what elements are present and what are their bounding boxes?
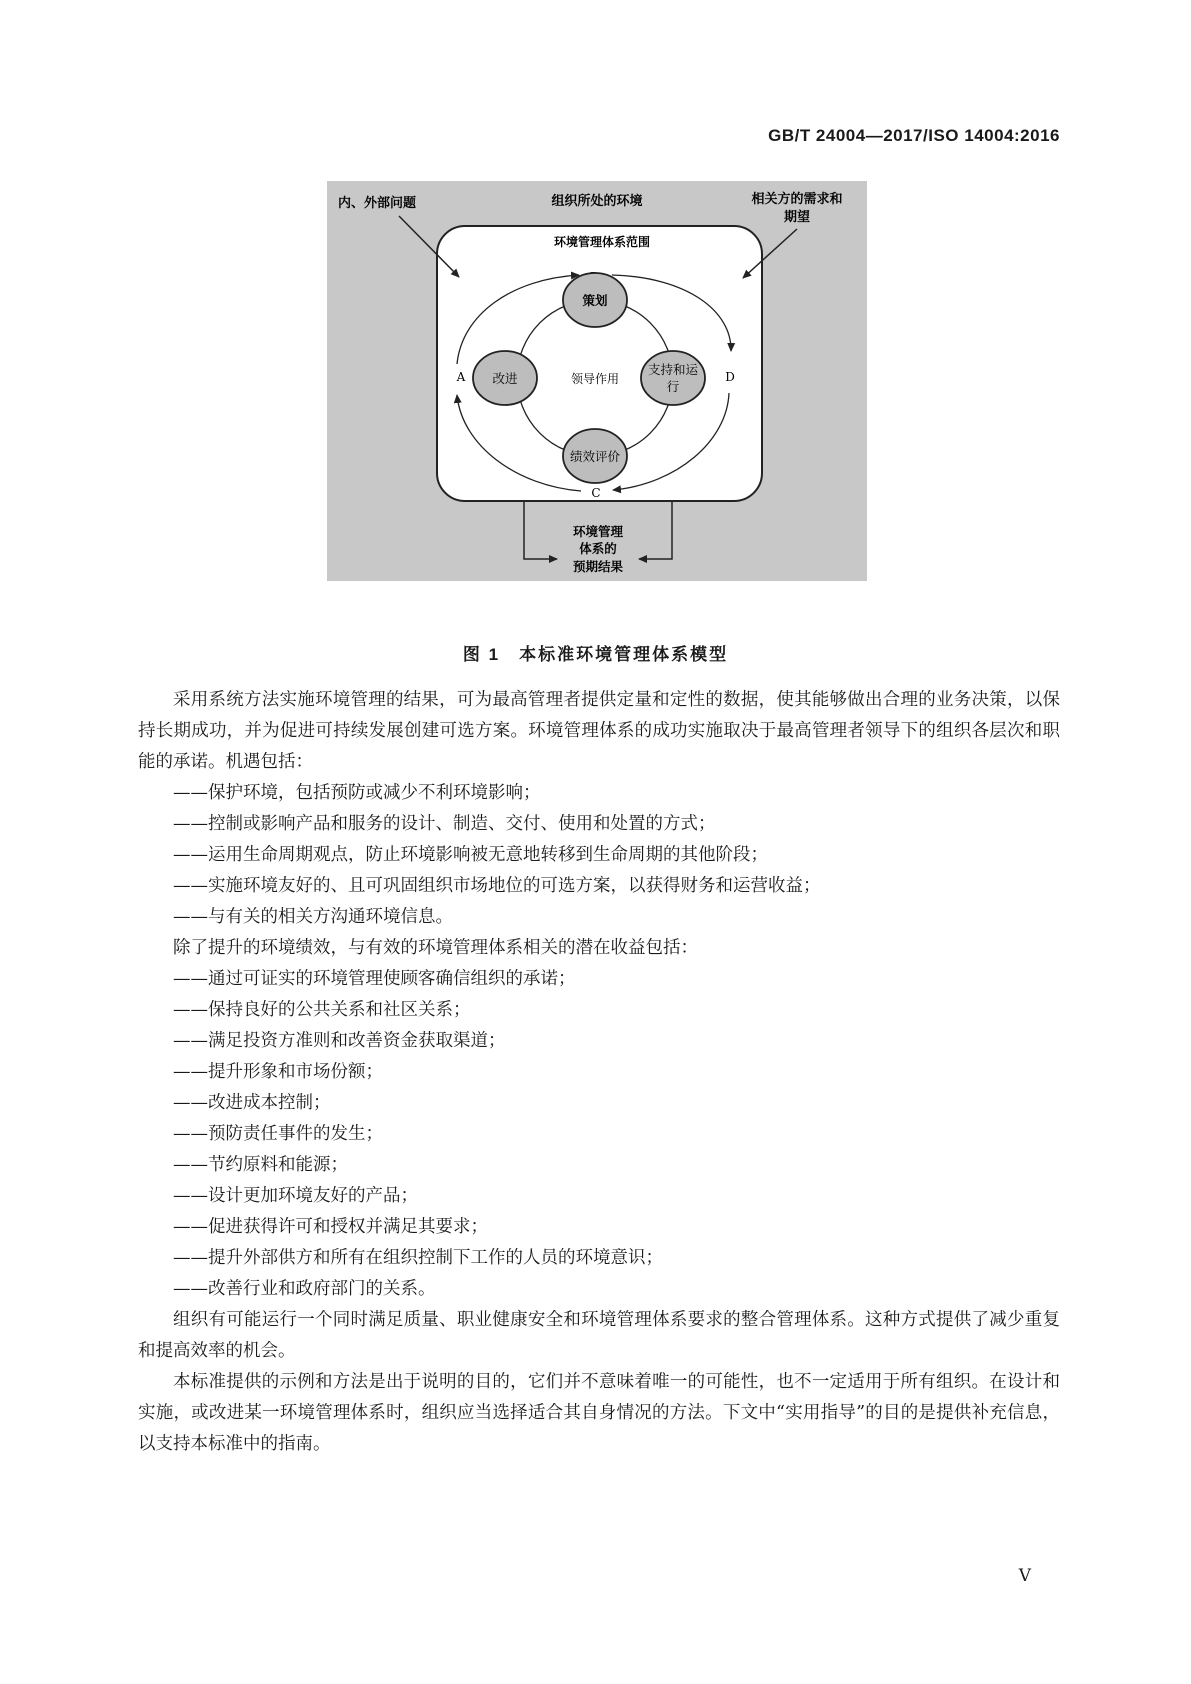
list-item: ——控制或影响产品和服务的设计、制造、交付、使用和处置的方式； — [173, 814, 716, 834]
outcome-line3: 预期结果 — [572, 560, 624, 574]
list-item: ——满足投资方准则和改善资金获取渠道； — [173, 1031, 506, 1051]
support-operation-node — [641, 351, 705, 405]
improvement-label: 改进 — [492, 371, 518, 386]
ems-model-figure — [327, 181, 867, 581]
list-item: ——保持良好的公共关系和社区关系； — [173, 1000, 471, 1020]
list-item: ——与有关的相关方沟通环境信息。 — [173, 907, 453, 927]
list-item: ——实施环境友好的、且可巩固组织市场地位的可选方案，以获得财务和运营收益； — [173, 876, 821, 896]
list-item: ——提升外部供方和所有在组织控制下工作的人员的环境意识； — [173, 1248, 663, 1268]
paragraph-1: 采用系统方法实施环境管理的结果，可为最高管理者提供定量和定性的数据，使其能够做出合理的业务决策，以保持长期成功，并为促进可持续发展创建可选方案。环境管理体系的成功实施取决于最高管理者领导下的组织各层次和职能的承诺。机遇包括： — [138, 690, 1060, 772]
scope-label: 环境管理体系范围 — [553, 235, 651, 249]
outcome-line1: 环境管理 — [572, 525, 624, 539]
list-item: ——提升形象和市场份额； — [173, 1062, 383, 1082]
a-label: A — [456, 370, 466, 384]
figure-caption: 图 1 本标准环境管理体系模型 — [462, 645, 729, 664]
list-item: ——促进获得许可和授权并满足其要求； — [173, 1217, 488, 1237]
paragraph-2: 除了提升的环境绩效，与有效的环境管理体系相关的潜在收益包括： — [173, 938, 698, 958]
body-text — [138, 685, 1060, 1460]
context-title: 组织所处的环境 — [551, 193, 643, 208]
c-label: C — [591, 486, 601, 500]
d-label: D — [725, 370, 735, 384]
list-item: ——改进成本控制； — [173, 1093, 331, 1113]
issues-label: 内、外部问题 — [337, 195, 417, 210]
needs-label-line1: 相关方的需求和 — [751, 191, 843, 206]
outcome-line2: 体系的 — [579, 542, 617, 556]
paragraph-4: 本标准提供的示例和方法是出于说明的目的，它们并不意味着唯一的可能性，也不一定适用于所有组织。在设计和实施，或改进某一环境管理体系时，组织应当选择适合其自身情况的方法。下文中“实用指导”的目的是提供补充信息，以支持本标准中的指南。 — [138, 1372, 1060, 1454]
list-item: ——通过可证实的环境管理使顾客确信组织的承诺； — [173, 969, 576, 989]
list-item: ——保护环境，包括预防或减少不利环境影响； — [173, 783, 541, 803]
list-item: ——节约原料和能源； — [173, 1155, 348, 1175]
leadership-label: 领导作用 — [570, 372, 620, 386]
ems-model-diagram — [327, 181, 867, 581]
evaluation-label: 绩效评价 — [569, 449, 621, 464]
list-item: ——改善行业和政府部门的关系。 — [173, 1279, 436, 1299]
standard-number: GB/T 24004—2017/ISO 14004:2016 — [768, 126, 1060, 145]
support-label-line2: 行 — [666, 379, 680, 394]
plan-label: 策划 — [582, 293, 608, 308]
list-item: ——预防责任事件的发生； — [173, 1124, 383, 1144]
page-number: V — [1018, 1566, 1031, 1586]
list-item: ——运用生命周期观点，防止环境影响被无意地转移到生命周期的其他阶段； — [173, 845, 768, 865]
needs-label-line2: 期望 — [783, 209, 811, 224]
paragraph-3: 组织有可能运行一个同时满足质量、职业健康安全和环境管理体系要求的整合管理体系。这种方式提供了减少重复和提高效率的机会。 — [138, 1310, 1060, 1361]
list-item: ——设计更加环境友好的产品； — [173, 1186, 418, 1206]
support-label-line1: 支持和运 — [647, 362, 699, 377]
